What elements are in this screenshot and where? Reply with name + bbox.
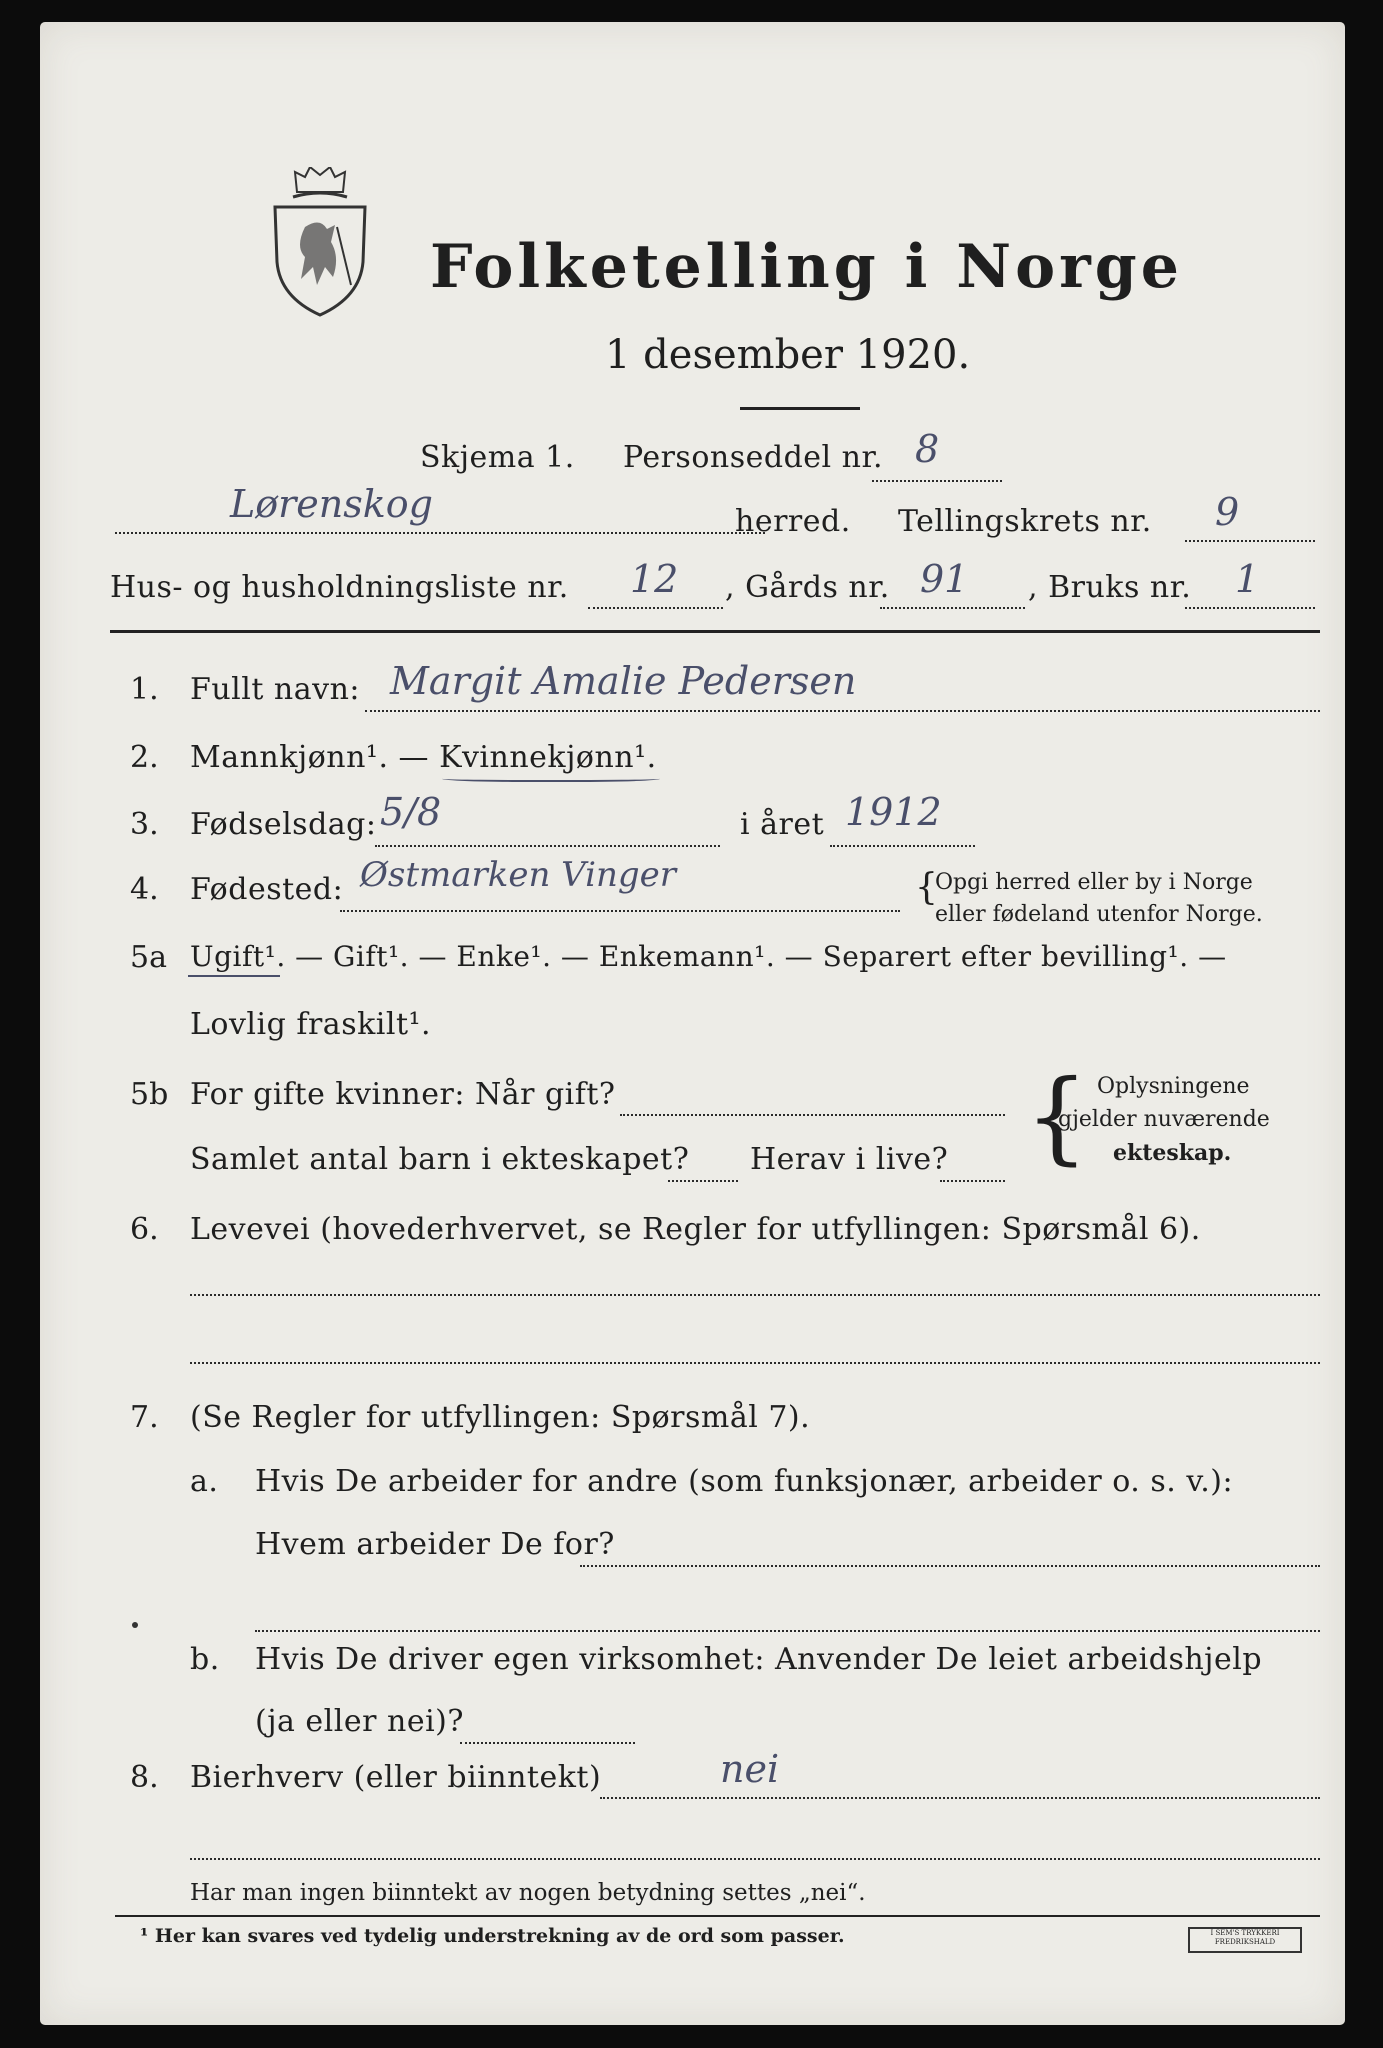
footnote: ¹ Her kan svares ved tydelig understrekning av de ord som passer. bbox=[140, 1925, 845, 1947]
q3-number: 3. bbox=[130, 807, 159, 842]
q3-date-line bbox=[375, 845, 720, 847]
tellingskrets-line bbox=[1185, 540, 1315, 542]
q7a-letter: a. bbox=[190, 1464, 219, 1499]
q7b-line1: Hvis De driver egen virksomhet: Anvender De leiet arbeidshjelp bbox=[255, 1642, 1263, 1677]
q7a-line bbox=[580, 1565, 1320, 1567]
q8-value: nei bbox=[720, 1747, 780, 1791]
q1-label: Fullt navn: bbox=[190, 672, 361, 707]
herred-line bbox=[115, 532, 765, 534]
q7-number: 7. bbox=[130, 1400, 159, 1435]
q8-number: 8. bbox=[130, 1760, 159, 1795]
q8-line bbox=[600, 1797, 1320, 1799]
herred-label: herred. bbox=[735, 504, 851, 539]
q8-extra-line bbox=[190, 1858, 1320, 1860]
personseddel-label: Personseddel nr. bbox=[623, 440, 884, 475]
footer-rule bbox=[115, 1915, 1320, 1917]
q3-year-label: i året bbox=[740, 807, 825, 842]
q2-underline-mark bbox=[442, 774, 660, 782]
q1-line bbox=[365, 710, 1320, 712]
husliste-value: 12 bbox=[630, 557, 679, 601]
q3-year-value: 1912 bbox=[845, 790, 942, 834]
q6-label: Levevei (hovederhvervet, se Regler for utfyllingen: Spørsmål 6). bbox=[190, 1212, 1201, 1247]
q7a-line1: Hvis De arbeider for andre (som funksjonær, arbeider o. s. v.): bbox=[255, 1464, 1234, 1499]
q7-label: (Se Regler for utfyllingen: Spørsmål 7). bbox=[190, 1400, 811, 1435]
bruks-value: 1 bbox=[1235, 557, 1260, 601]
q4-label: Fødested: bbox=[190, 872, 344, 907]
q7b-line bbox=[460, 1742, 635, 1744]
q8-label: Bierhverv (eller biinntekt) bbox=[190, 1760, 602, 1795]
tellingskrets-value: 9 bbox=[1215, 490, 1240, 534]
q3-label: Fødselsdag: bbox=[190, 807, 377, 842]
printer-stamp: I SEM'S TRYKKERI FREDRIKSHALD bbox=[1188, 1927, 1302, 1953]
q2-number: 2. bbox=[130, 740, 159, 775]
title-divider bbox=[740, 407, 860, 410]
tellingskrets-label: Tellingskrets nr. bbox=[898, 504, 1152, 539]
bruks-label: , Bruks nr. bbox=[1028, 570, 1192, 605]
q4-value: Østmarken Vinger bbox=[360, 855, 677, 895]
bruks-line bbox=[1185, 607, 1315, 609]
q1-number: 1. bbox=[130, 672, 159, 707]
q5b-children-label: Samlet antal barn i ekteskapet? bbox=[190, 1142, 690, 1177]
herred-value: Lørenskog bbox=[230, 482, 433, 526]
q5b-note-line2: gjelder nuværende bbox=[1058, 1107, 1270, 1132]
personseddel-line bbox=[872, 480, 1002, 482]
q5b-married-line bbox=[620, 1114, 1005, 1116]
q5b-line1: For gifte kvinner: Når gift? bbox=[190, 1077, 616, 1112]
q7b-line2: (ja eller nei)? bbox=[255, 1704, 464, 1739]
q7b-letter: b. bbox=[190, 1642, 220, 1677]
header-rule bbox=[110, 630, 1320, 633]
q5a-line1: Ugift¹. — Gift¹. — Enke¹. — Enkemann¹. — Separert efter bevilling¹. — bbox=[190, 940, 1227, 973]
q3-year-line bbox=[830, 845, 975, 847]
q5a-line2: Lovlig fraskilt¹. bbox=[190, 1007, 432, 1042]
q5b-number: 5b bbox=[130, 1077, 169, 1112]
husliste-line bbox=[588, 607, 723, 609]
q6-number: 6. bbox=[130, 1212, 159, 1247]
q4-note-line1: Opgi herred eller by i Norge bbox=[935, 870, 1253, 895]
q6-line2 bbox=[190, 1362, 1320, 1364]
q2-label: Mannkjønn¹. — Kvinnekjønn¹. bbox=[190, 740, 657, 775]
form-title: Folketelling i Norge bbox=[430, 232, 1183, 302]
margin-dot bbox=[132, 1622, 138, 1628]
husliste-label: Hus- og husholdningsliste nr. bbox=[110, 570, 569, 605]
q5b-children-line bbox=[668, 1180, 738, 1182]
q5b-alive-label: Herav i live? bbox=[750, 1142, 949, 1177]
q7a-extra-line bbox=[255, 1630, 1320, 1632]
census-date: 1 desember 1920. bbox=[605, 332, 971, 378]
gards-line bbox=[880, 607, 1025, 609]
personseddel-value: 8 bbox=[915, 427, 940, 471]
census-form bbox=[40, 22, 1345, 2025]
q5b-alive-line bbox=[940, 1180, 1005, 1182]
coat-of-arms-icon bbox=[265, 167, 375, 317]
q4-note-line2: eller fødeland utenfor Norge. bbox=[935, 902, 1263, 927]
q5b-brace: { bbox=[1025, 1058, 1089, 1175]
q5b-note-line3: ekteskap. bbox=[1113, 1140, 1232, 1166]
q1-value: Margit Amalie Pedersen bbox=[390, 659, 857, 703]
q4-line bbox=[340, 910, 900, 912]
gards-value: 91 bbox=[920, 557, 969, 601]
q7a-line2: Hvem arbeider De for? bbox=[255, 1527, 615, 1562]
q3-value: 5/8 bbox=[380, 790, 442, 834]
q5a-number: 5a bbox=[130, 940, 167, 975]
q4-number: 4. bbox=[130, 872, 159, 907]
q5b-note-line1: Oplysningene bbox=[1097, 1074, 1250, 1099]
skjema-label: Skjema 1. bbox=[420, 440, 575, 475]
q4-brace: { bbox=[915, 867, 938, 908]
gards-label: , Gårds nr. bbox=[725, 570, 890, 605]
q5a-underline-mark bbox=[188, 975, 280, 977]
q6-line1 bbox=[190, 1294, 1320, 1296]
footer-note: Har man ingen biinntekt av nogen betydning settes „nei“. bbox=[190, 1880, 866, 1906]
